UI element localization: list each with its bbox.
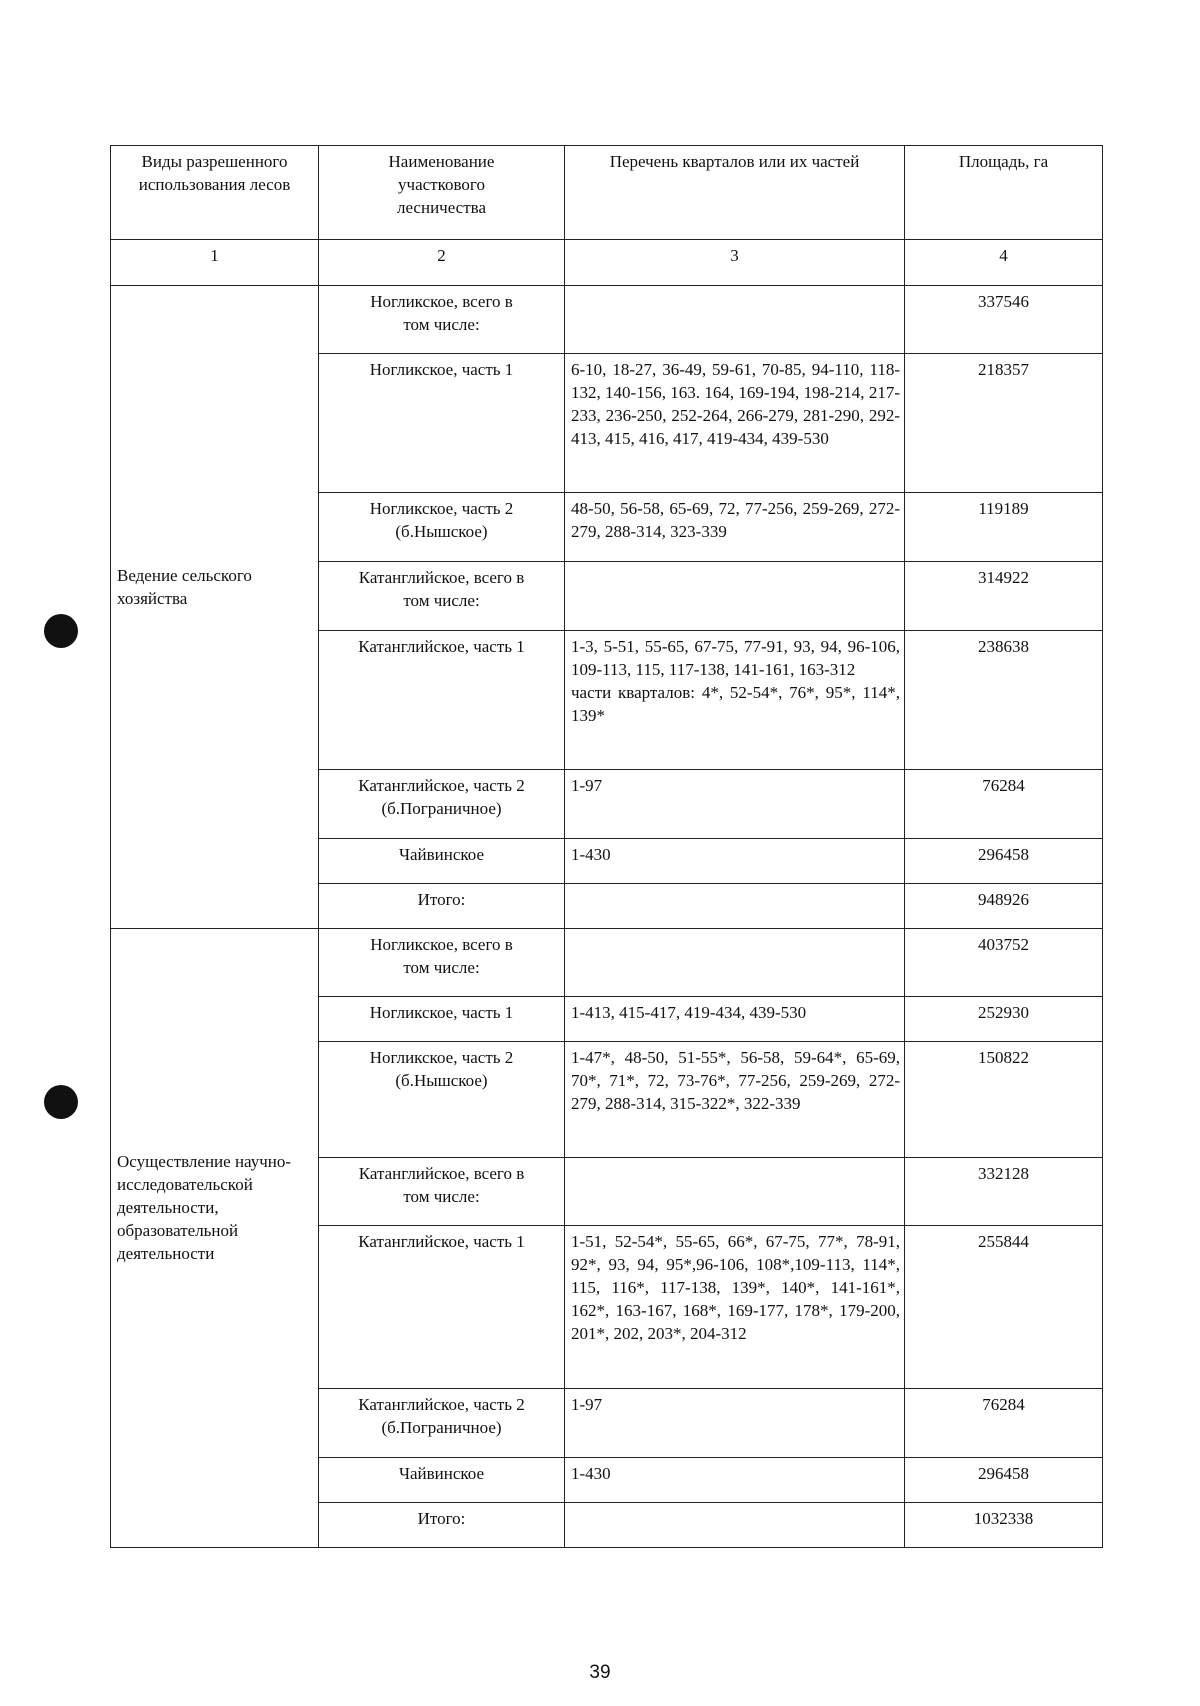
permitted-use-label: Ведение сельского хозяйства bbox=[117, 565, 252, 608]
forestry-cell: Катанглийское, часть 1 bbox=[319, 1226, 565, 1389]
forestry-cell: Ногликское, всего в том числе: bbox=[319, 286, 565, 354]
total-label: Итого: bbox=[319, 1503, 565, 1548]
column-numbers-row bbox=[111, 240, 1103, 286]
total-area: 948926 bbox=[905, 884, 1103, 929]
column-number: 4 bbox=[905, 240, 1103, 286]
quarters-cell: 1-97 bbox=[565, 770, 905, 839]
permitted-use-cell bbox=[111, 929, 319, 1548]
forestry-cell: Катанглийское, часть 2 (б.Пограничное) bbox=[319, 770, 565, 839]
column-number: 1 bbox=[111, 240, 319, 286]
quarters-cell bbox=[565, 631, 905, 770]
page-number: 39 bbox=[589, 1662, 611, 1683]
forestry-cell: Чайвинское bbox=[319, 839, 565, 884]
total-label: Итого: bbox=[319, 884, 565, 929]
area-cell: 150822 bbox=[905, 1042, 1103, 1158]
header-permitted-use: Виды разрешенного использования лесов bbox=[111, 146, 319, 240]
forestry-cell: Катанглийское, часть 2 (б.Пограничное) bbox=[319, 1389, 565, 1458]
area-cell: 314922 bbox=[905, 562, 1103, 631]
permitted-use-label: Осуществление научно-исследовательской деятельности, образовательной деятельности bbox=[117, 1152, 292, 1263]
quarters-cell bbox=[565, 1158, 905, 1226]
table-row bbox=[111, 929, 1103, 997]
area-cell: 337546 bbox=[905, 286, 1103, 354]
header-row bbox=[111, 146, 1103, 240]
column-number: 2 bbox=[319, 240, 565, 286]
quarters-list: 1-3, 5-51, 55-65, 67-75, 77-91, 93, 94, 96-106, 109-113, 115, 117-138, 141-161, 163-312 bbox=[571, 637, 900, 679]
quarters-cell bbox=[565, 929, 905, 997]
area-cell: 119189 bbox=[905, 493, 1103, 562]
quarters-cell: 1-430 bbox=[565, 839, 905, 884]
column-number: 3 bbox=[565, 240, 905, 286]
header-quarters-list: Перечень кварталов или их частей bbox=[565, 146, 905, 240]
forestry-cell: Ногликское, всего в том числе: bbox=[319, 929, 565, 997]
quarters-cell: 6-10, 18-27, 36-49, 59-61, 70-85, 94-110, 118-132, 140-156, 163. 164, 169-194, 198-214, 217-233, 236-250, 252-264, 266-279, 281-290, 292-413, 415, 416, 417, 419-434, 439-530 bbox=[565, 354, 905, 493]
punch-hole-lower bbox=[44, 1085, 78, 1119]
forestry-cell: Ногликское, часть 1 bbox=[319, 997, 565, 1042]
quarters-cell bbox=[565, 884, 905, 929]
area-cell: 76284 bbox=[905, 770, 1103, 839]
permitted-use-cell bbox=[111, 286, 319, 929]
area-cell: 255844 bbox=[905, 1226, 1103, 1389]
table-row bbox=[111, 286, 1103, 354]
area-cell: 218357 bbox=[905, 354, 1103, 493]
quarters-cell: 1-97 bbox=[565, 1389, 905, 1458]
forestry-cell: Ногликское, часть 1 bbox=[319, 354, 565, 493]
quarters-cell bbox=[565, 286, 905, 354]
forestry-cell: Катанглийское, всего в том числе: bbox=[319, 562, 565, 631]
header-forestry-name: Наименование участкового лесничества bbox=[319, 146, 565, 240]
quarters-cell bbox=[565, 562, 905, 631]
quarters-cell: 1-413, 415-417, 419-434, 439-530 bbox=[565, 997, 905, 1042]
total-area: 1032338 bbox=[905, 1503, 1103, 1548]
area-cell: 403752 bbox=[905, 929, 1103, 997]
quarters-cell bbox=[565, 1503, 905, 1548]
punch-hole-upper bbox=[44, 614, 78, 648]
forest-use-table bbox=[110, 145, 1103, 1548]
partial-quarters-note: части кварталов: 4*, 52-54*, 76*, 95*, 114*, 139* bbox=[571, 683, 900, 725]
forestry-cell: Катанглийское, всего в том числе: bbox=[319, 1158, 565, 1226]
area-cell: 332128 bbox=[905, 1158, 1103, 1226]
quarters-cell: 1-430 bbox=[565, 1458, 905, 1503]
area-cell: 238638 bbox=[905, 631, 1103, 770]
quarters-cell: 48-50, 56-58, 65-69, 72, 77-256, 259-269, 272-279, 288-314, 323-339 bbox=[565, 493, 905, 562]
area-cell: 252930 bbox=[905, 997, 1103, 1042]
forestry-cell: Катанглийское, часть 1 bbox=[319, 631, 565, 770]
forestry-cell: Ногликское, часть 2 (б.Нышское) bbox=[319, 493, 565, 562]
area-cell: 296458 bbox=[905, 1458, 1103, 1503]
quarters-cell: 1-51, 52-54*, 55-65, 66*, 67-75, 77*, 78-91, 92*, 93, 94, 95*,96-106, 108*,109-113, 114*, 115, 116*, 117-138, 139*, 140*, 141-161*, 162*, 163-167, 168*, 169-177, 178*, 179-200, 201*, 202, 203*, 204-312 bbox=[565, 1226, 905, 1389]
area-cell: 296458 bbox=[905, 839, 1103, 884]
forestry-cell: Ногликское, часть 2 (б.Нышское) bbox=[319, 1042, 565, 1158]
header-area: Площадь, га bbox=[905, 146, 1103, 240]
forestry-cell: Чайвинское bbox=[319, 1458, 565, 1503]
area-cell: 76284 bbox=[905, 1389, 1103, 1458]
quarters-cell: 1-47*, 48-50, 51-55*, 56-58, 59-64*, 65-69, 70*, 71*, 72, 73-76*, 77-256, 259-269, 272-279, 288-314, 315-322*, 322-339 bbox=[565, 1042, 905, 1158]
